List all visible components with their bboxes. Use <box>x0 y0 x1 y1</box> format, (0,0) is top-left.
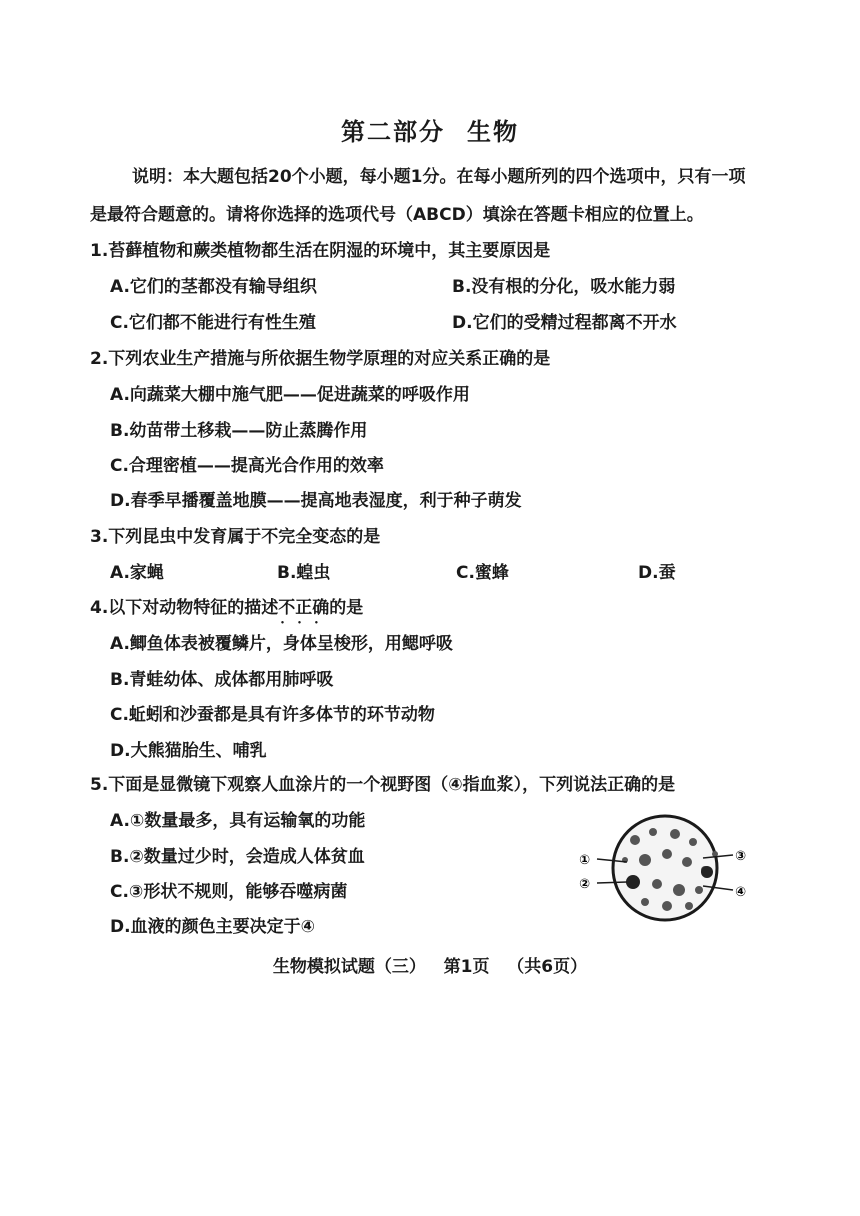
question-5-option-d: D.血液的颜色主要决定于④ <box>110 917 315 937</box>
question-1-stem: 1.苔藓植物和蕨类植物都生活在阴湿的环境中，其主要原因是 <box>90 241 551 261</box>
diagram-label-4: ④ <box>735 885 747 900</box>
diagram-label-1: ① <box>579 853 591 868</box>
question-2-option-a: A.向蔬菜大棚中施气肥——促进蔬菜的呼吸作用 <box>110 385 470 405</box>
instructions-line-2: 是最符合题意的。请将你选择的选项代号（ABCD）填涂在答题卡相应的位置上。 <box>90 205 704 225</box>
diagram-label-3: ③ <box>735 849 747 864</box>
question-4-option-a: A.鲫鱼体表被覆鳞片，身体呈梭形，用鳃呼吸 <box>110 634 453 654</box>
instructions-line-1: 说明：本大题包括20个小题，每小题1分。在每小题所列的四个选项中，只有一项 <box>132 167 746 187</box>
question-2-option-d: D.春季早播覆盖地膜——提高地表湿度，利于种子萌发 <box>110 491 522 511</box>
section-subject: 生物 <box>467 118 519 146</box>
diagram-label-2: ② <box>579 877 591 892</box>
question-1-option-c: C.它们都不能进行有性生殖 <box>110 313 316 333</box>
question-2-stem: 2.下列农业生产措施与所依据生物学原理的对应关系正确的是 <box>90 349 551 369</box>
label-line-2 <box>597 882 627 883</box>
question-4-emphasis: 不正确 • • • <box>278 593 329 618</box>
question-4-option-b: B.青蛙幼体、成体都用肺呼吸 <box>110 670 334 690</box>
question-3-option-c: C.蜜蜂 <box>456 563 509 583</box>
question-5-stem: 5.下面是显微镜下观察人血涂片的一个视野图（④指血浆），下列说法正确的是 <box>90 775 676 795</box>
question-3-stem: 3.下列昆虫中发育属于不完全变态的是 <box>90 527 381 547</box>
question-5-option-c: C.③形状不规则，能够吞噬病菌 <box>110 882 348 902</box>
question-4-option-c: C.蚯蚓和沙蚕都是具有许多体节的环节动物 <box>110 705 435 725</box>
question-4-stem-pre: 4.以下对动物特征的描述 <box>90 598 279 618</box>
question-3-option-d: D.蚕 <box>638 563 676 583</box>
question-5-option-b: B.②数量过少时，会造成人体贫血 <box>110 847 365 867</box>
blood-smear-diagram <box>575 810 755 930</box>
question-1-option-a: A.它们的茎都没有输导组织 <box>110 277 317 297</box>
section-part: 第二部分 <box>341 118 445 146</box>
question-2-option-c: C.合理密植——提高光合作用的效率 <box>110 456 384 476</box>
question-3-option-b: B.蝗虫 <box>277 563 331 583</box>
question-4-option-d: D.大熊猫胎生、哺乳 <box>110 741 267 761</box>
question-2-option-b: B.幼苗带土移栽——防止蒸腾作用 <box>110 421 368 441</box>
question-1-option-b: B.没有根的分化，吸水能力弱 <box>452 277 676 297</box>
question-4-stem <box>90 593 363 618</box>
question-4-stem-post: 的是 <box>329 598 364 618</box>
section-title <box>0 112 860 147</box>
question-5-option-a: A.①数量最多，具有运输氧的功能 <box>110 811 366 831</box>
page-footer: 生物模拟试题（三） 第1页 （共6页） <box>272 957 588 977</box>
question-3-option-a: A.家蝇 <box>110 563 164 583</box>
question-1-option-d: D.它们的受精过程都离不开水 <box>452 313 677 333</box>
